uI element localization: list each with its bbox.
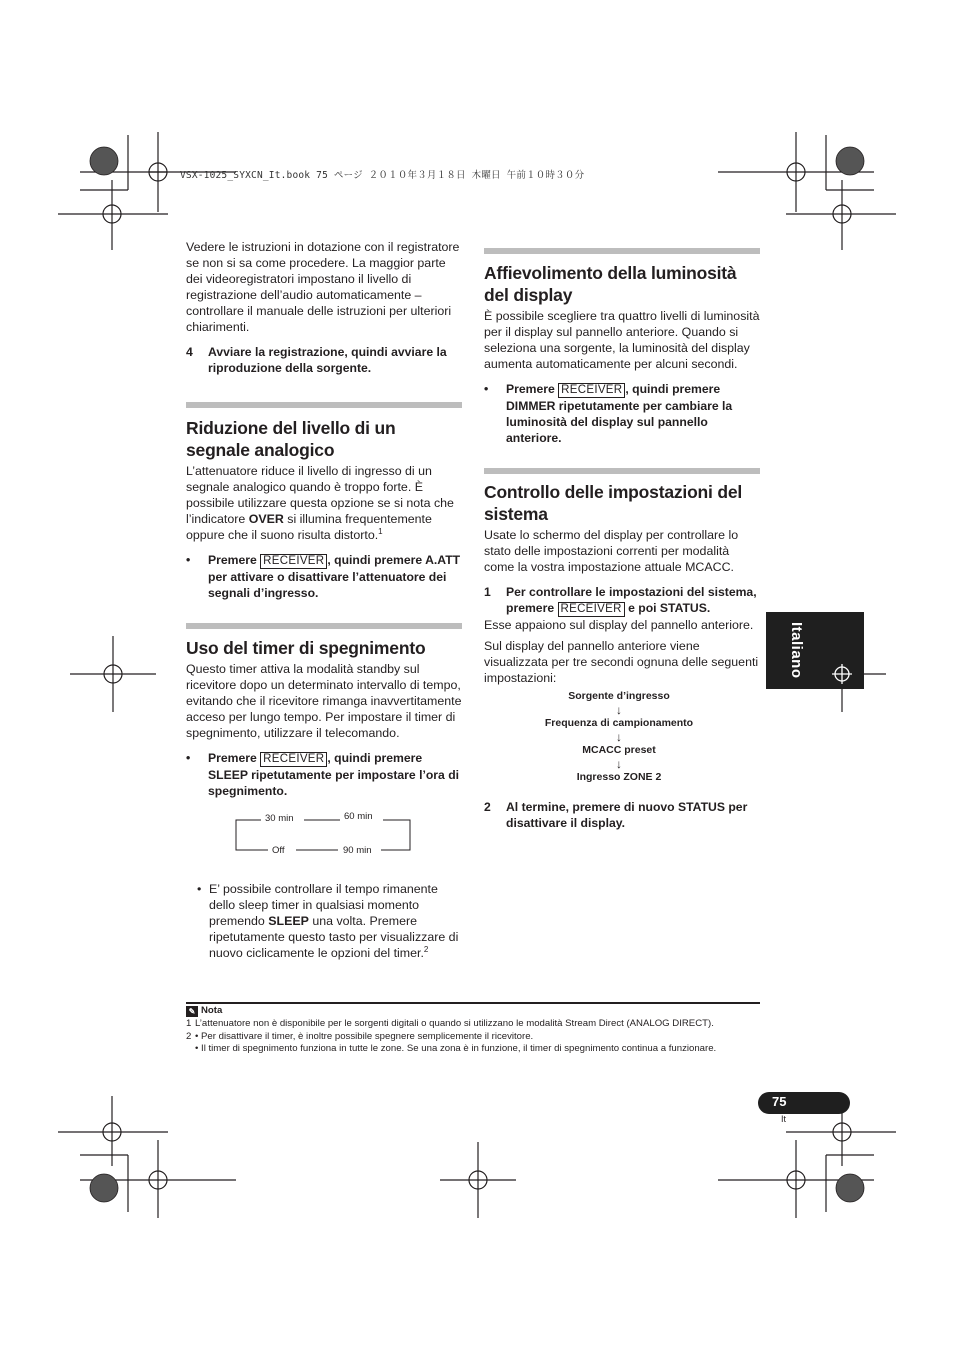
down-arrow-icon: ↓ (616, 757, 622, 771)
section-divider (186, 623, 462, 629)
receiver-key: RECEIVER (260, 554, 327, 569)
footnote-ref-1: 1 (378, 526, 383, 536)
page-number-badge (758, 1092, 850, 1114)
over-indicator-text: OVER (248, 512, 284, 526)
label-off: Off (272, 845, 285, 856)
flow-item: MCACC preset (582, 744, 656, 756)
sleep-timer-paragraph: Questo timer attiva la modalità standby sul ricevitore dopo un determinato intervallo di tempo, evitando che il ricevitore rimanga inavvertitamente acceso per lungo tempo. Per impostare il timer di spegnimento, utilizzare il telecomando. (186, 662, 462, 740)
section-title-attenuator: Riduzione del livello di un segnale analogico (186, 418, 396, 460)
flow-item: Sorgente d’ingresso (568, 690, 670, 702)
receiver-key: RECEIVER (558, 602, 625, 617)
section-title-sleep-timer: Uso del timer di spegnimento (186, 638, 426, 658)
sleep-key-text: SLEEP (268, 914, 309, 928)
section-divider (484, 248, 760, 254)
sleep-note: • E’ possibile controllare il tempo rimanente dello sleep timer in qualsiasi momento premendo SLEEP una volta. Premere ripetutamente questo tasto per visualizzare di nuovo ciclicamente le opzioni del timer.$^2$ (197, 882, 459, 960)
sleep-instruction: • Premere RECEIVER , quindi premere SLEEP ripetutamente per impostare l’ora di spegnimento. (186, 751, 460, 798)
step-2: 2 Al termine, premere di nuovo STATUS per disattivare il display. (484, 800, 748, 830)
attenuator-instruction: • Premere RECEIVER , quindi premere A.ATT per attivare o disattivare l’attenuatore dei segnali d’ingresso. (186, 553, 461, 600)
flow-item: Frequenza di campionamento (544, 717, 694, 729)
sleep-cycle-diagram (186, 805, 462, 871)
step-4 (186, 344, 462, 376)
page-number: 75 (772, 1094, 787, 1109)
note-pencil-icon: ✎ (186, 1006, 198, 1017)
registration-target-icon (832, 664, 852, 684)
dimmer-instruction: • Premere RECEIVER , quindi premere DIMMER ripetutamente per cambiare la luminosità del display sul pannello anteriore. (484, 382, 733, 445)
flow-item: Ingresso ZONE 2 (576, 771, 662, 783)
attenuator-paragraph: L’attenuatore riduce il livello di ingresso di un segnale analogico quando è troppo forte. È possibile utilizzare questa opzione se si nota che l’indicatore OVER si illumina frequentemente oppure che il suono risulta distorto.$^1$ (186, 464, 454, 542)
language-code: It (781, 1114, 787, 1124)
right-column (484, 248, 760, 831)
footnote-1: 1 L’attenuatore non è disponibile per le sorgenti digitali o quando si utilizzano le modalità Stream Direct (ANALOG DIRECT). (186, 1017, 714, 1029)
language-tab-label: Italiano (788, 622, 805, 679)
step-1-subtext: Esse appaiono sul display del pannello anteriore. (484, 618, 754, 632)
print-header: VSX-1025_SYXCN_It.book 75 ページ ２０１０年３月１８日 木曜日 午前１０時３０分 (180, 170, 585, 181)
display-paragraph: Sul display del pannello anteriore viene visualizzata per tre secondi ognuna delle seguenti impostazioni: (484, 639, 759, 685)
sleep-cycle-lines (186, 805, 462, 871)
down-arrow-icon: ↓ (616, 730, 622, 744)
left-column (186, 239, 462, 961)
language-side-tab (766, 612, 864, 689)
footnote-2b: • Il timer di spegnimento funziona in tutte le zone. Se una zona è in funzione, il timer di spegnimento continua a funzionare. (195, 1043, 717, 1055)
label-30-min: 30 min (265, 813, 294, 824)
step-1: 1 Per controllare le impostazioni del sistema, premere RECEIVER e poi STATUS. (484, 585, 757, 615)
receiver-key: RECEIVER (260, 752, 327, 767)
step-number: 4 (186, 345, 193, 359)
settings-sequence (484, 689, 754, 785)
down-arrow-icon: ↓ (616, 703, 622, 717)
label-90-min: 90 min (343, 845, 372, 856)
section-title-dimmer: Affievolimento della luminosità del display (484, 263, 737, 305)
notes-heading: ✎ Nota (186, 1005, 756, 1018)
section-title-system-settings: Controllo delle impostazioni del sistema (484, 482, 743, 524)
step-text: Avviare la registrazione, quindi avviare la riproduzione della sorgente. (208, 345, 447, 375)
notes-divider (186, 1002, 760, 1004)
dimmer-paragraph: È possibile scegliere tra quattro livelli di luminosità per il display sul pannello anteriore. Quando si seleziona una sorgente, la luminosità del display aumenta automaticamente per alcuni secondi. (484, 309, 760, 371)
section-divider (186, 402, 462, 408)
receiver-key: RECEIVER (558, 383, 625, 398)
system-settings-paragraph: Usate lo schermo del display per controllare lo stato delle impostazioni correnti per modalità come la vostra impostazione attuale MCACC. (484, 528, 739, 574)
footnote-2: 2 • Per disattivare il timer, è inoltre possibile spegnere semplicemente il ricevitore. (186, 1030, 534, 1042)
footnotes (186, 1005, 756, 1056)
intro-paragraph: Vedere le istruzioni in dotazione con il registratore se non si sa come procedere. La maggior parte dei videoregistratori impostano il livello di registrazione dell’audio automaticamente – controllare il manuale delle istruzioni per ulteriori chiarimenti. (186, 240, 460, 334)
label-60-min: 60 min (344, 811, 373, 822)
section-divider (484, 468, 760, 474)
footnote-ref-2: 2 (423, 944, 429, 954)
